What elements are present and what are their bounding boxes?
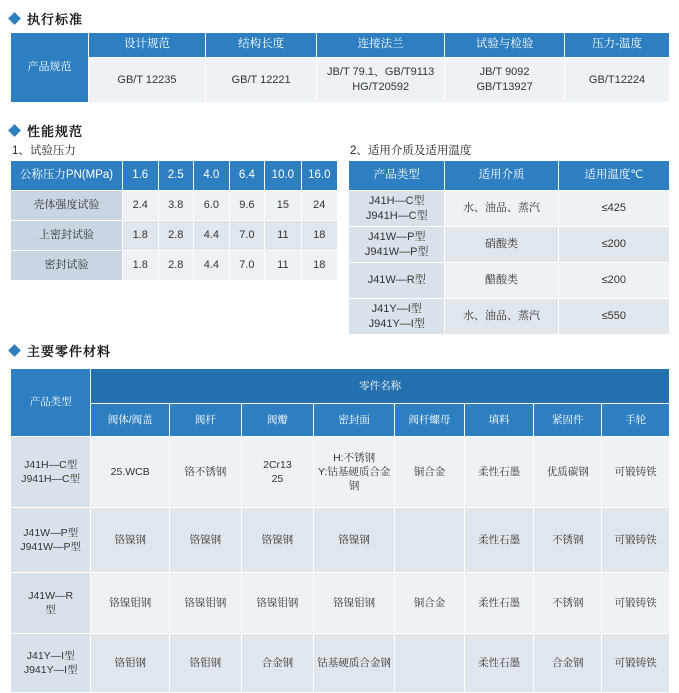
table-row [11,634,670,693]
materials-corner-label: 产品类型 [11,369,91,437]
standards-header-3: 试验与检验 [445,33,565,58]
materials-cell-2-2: 铬镍钼钢 [241,573,314,634]
standards-row-label: 产品规范 [11,33,89,103]
medium-type-2: J41W—R型 [349,263,445,299]
section-heading-materials [10,340,111,360]
medium-temp-3: ≤550 [558,299,669,335]
subsection-title-medium: 2、适用介质及适用温度 [350,145,472,157]
table-row-subheader [11,404,670,437]
table-row-header [349,161,670,191]
materials-cell-0-0: 25.WCB [91,437,170,508]
pressure-header-5: 16.0 [301,161,337,191]
materials-cell-1-5: 柔性石墨 [464,508,534,573]
materials-header-4: 阀杆螺母 [395,404,465,437]
materials-header-7: 手轮 [602,404,670,437]
table-row-header [11,161,338,191]
medium-type-1: J41W—P型 J941W—P型 [349,227,445,263]
table-row-header [11,369,670,404]
pressure-header-2: 4.0 [194,161,230,191]
table-row [11,58,670,103]
table-row [349,191,670,227]
materials-header-5: 填料 [464,404,534,437]
pressure-header-0: 1.6 [122,161,158,191]
materials-type-3: J41Y—I型 J941Y—I型 [11,634,91,693]
test-pressure-table [10,160,338,281]
materials-cell-0-6: 优质碳钢 [534,437,602,508]
test-cell-1-2: 4.4 [194,221,230,251]
materials-header-6: 紧固件 [534,404,602,437]
standards-value-0: GB/T 12235 [88,58,205,103]
medium-value-3: 水、油品、蒸汽 [445,299,558,335]
medium-temp-2: ≤200 [558,263,669,299]
materials-cell-2-0: 铬镍钼钢 [91,573,170,634]
standards-header-2: 连接法兰 [317,33,445,58]
pressure-header-3: 6.4 [229,161,265,191]
section-heading-performance [10,120,83,140]
materials-cell-3-6: 合金钢 [534,634,602,693]
test-cell-0-3: 9.6 [229,191,265,221]
medium-header-1: 适用介质 [445,161,558,191]
test-pressure-corner-label: 公称压力PN(MPa) [11,161,123,191]
materials-header-2: 阀瓣 [241,404,314,437]
diamond-bullet-icon [8,344,21,357]
materials-cell-2-6: 不锈钢 [534,573,602,634]
diamond-bullet-icon [8,12,21,25]
materials-type-0: J41H—C型 J941H—C型 [11,437,91,508]
test-cell-1-1: 2.8 [158,221,194,251]
test-cell-2-4: 11 [265,251,301,281]
table-row [349,299,670,335]
test-cell-1-4: 11 [265,221,301,251]
materials-cell-2-7: 可锻铸铁 [602,573,670,634]
materials-cell-0-3: H:不锈钢 Y:钴基硬质合金钢 [314,437,395,508]
standards-value-4: GB/T12224 [565,58,670,103]
section-title-performance: 性能规范 [27,123,84,139]
materials-header-0: 阀体/阀盖 [91,404,170,437]
medium-value-0: 水、油品、蒸汽 [445,191,558,227]
medium-temp-0: ≤425 [558,191,669,227]
materials-cell-3-2: 合金钢 [241,634,314,693]
medium-value-1: 硝酸类 [445,227,558,263]
standards-header-4: 压力-温度 [565,33,670,58]
test-cell-0-1: 3.8 [158,191,194,221]
standards-header-1: 结构长度 [205,33,316,58]
materials-cell-1-2: 铬镍钢 [241,508,314,573]
materials-cell-0-7: 可锻铸铁 [602,437,670,508]
materials-cell-3-0: 铬钼钢 [91,634,170,693]
test-row-label-1: 上密封试验 [11,221,123,251]
test-cell-0-4: 15 [265,191,301,221]
materials-cell-0-1: 铬不锈钢 [170,437,242,508]
test-cell-2-0: 1.8 [122,251,158,281]
medium-header-0: 产品类型 [349,161,445,191]
materials-table [10,368,670,693]
test-row-label-2: 密封试验 [11,251,123,281]
medium-type-0: J41H—C型 J941H—C型 [349,191,445,227]
pressure-header-4: 10.0 [265,161,301,191]
materials-cell-2-4: 铜合金 [395,573,465,634]
materials-cell-1-3: 铬镍钢 [314,508,395,573]
section-title-materials: 主要零件材料 [27,343,112,359]
test-cell-2-5: 18 [301,251,337,281]
test-cell-1-0: 1.8 [122,221,158,251]
test-cell-2-2: 4.4 [194,251,230,281]
pressure-header-1: 2.5 [158,161,194,191]
materials-cell-2-3: 铬镍钼钢 [314,573,395,634]
materials-header-3: 密封面 [314,404,395,437]
standards-value-1: GB/T 12221 [205,58,316,103]
materials-cell-1-7: 可锻铸铁 [602,508,670,573]
materials-cell-3-3: 钴基硬质合金钢 [314,634,395,693]
table-row [349,263,670,299]
materials-cell-3-5: 柔性石墨 [464,634,534,693]
medium-type-3: J41Y—I型 J941Y—I型 [349,299,445,335]
medium-value-2: 醋酸类 [445,263,558,299]
test-cell-2-3: 7.0 [229,251,265,281]
test-cell-1-3: 7.0 [229,221,265,251]
test-cell-0-5: 24 [301,191,337,221]
materials-cell-3-4 [395,634,465,693]
medium-temp-1: ≤200 [558,227,669,263]
test-cell-0-0: 2.4 [122,191,158,221]
test-cell-0-2: 6.0 [194,191,230,221]
standards-value-3: JB/T 9092 GB/T13927 [445,58,565,103]
standards-value-2: JB/T 79.1、GB/T9113 HG/T20592 [317,58,445,103]
materials-cell-1-6: 不锈钢 [534,508,602,573]
table-row [11,191,338,221]
table-row [11,573,670,634]
materials-cell-1-1: 铬镍钢 [170,508,242,573]
table-row-header [11,33,670,58]
table-row [11,508,670,573]
section-heading-standards [10,8,83,28]
subsection-title-test-pressure: 1、试验压力 [12,145,76,157]
materials-cell-2-5: 柔性石墨 [464,573,534,634]
materials-header-1: 阀杆 [170,404,242,437]
table-row [11,251,338,281]
materials-cell-3-7: 可锻铸铁 [602,634,670,693]
materials-type-2: J41W—R 型 [11,573,91,634]
diamond-bullet-icon [8,124,21,137]
test-row-label-0: 壳体强度试验 [11,191,123,221]
materials-group-header: 零件名称 [91,369,670,404]
materials-cell-2-1: 铬镍钼钢 [170,573,242,634]
section-title-standards: 执行标准 [27,11,84,27]
medium-temperature-table [348,160,670,335]
table-row [349,227,670,263]
materials-cell-0-2: 2Cr13 25 [241,437,314,508]
materials-cell-3-1: 铬钼钢 [170,634,242,693]
materials-cell-0-4: 铜合金 [395,437,465,508]
materials-cell-1-4 [395,508,465,573]
test-cell-1-5: 18 [301,221,337,251]
table-row [11,221,338,251]
table-row [11,437,670,508]
medium-header-2: 适用温度℃ [558,161,669,191]
materials-cell-0-5: 柔性石墨 [464,437,534,508]
standards-header-0: 设计规范 [88,33,205,58]
materials-cell-1-0: 铬镍钢 [91,508,170,573]
test-cell-2-1: 2.8 [158,251,194,281]
standards-table [10,32,670,103]
materials-type-1: J41W—P型 J941W—P型 [11,508,91,573]
